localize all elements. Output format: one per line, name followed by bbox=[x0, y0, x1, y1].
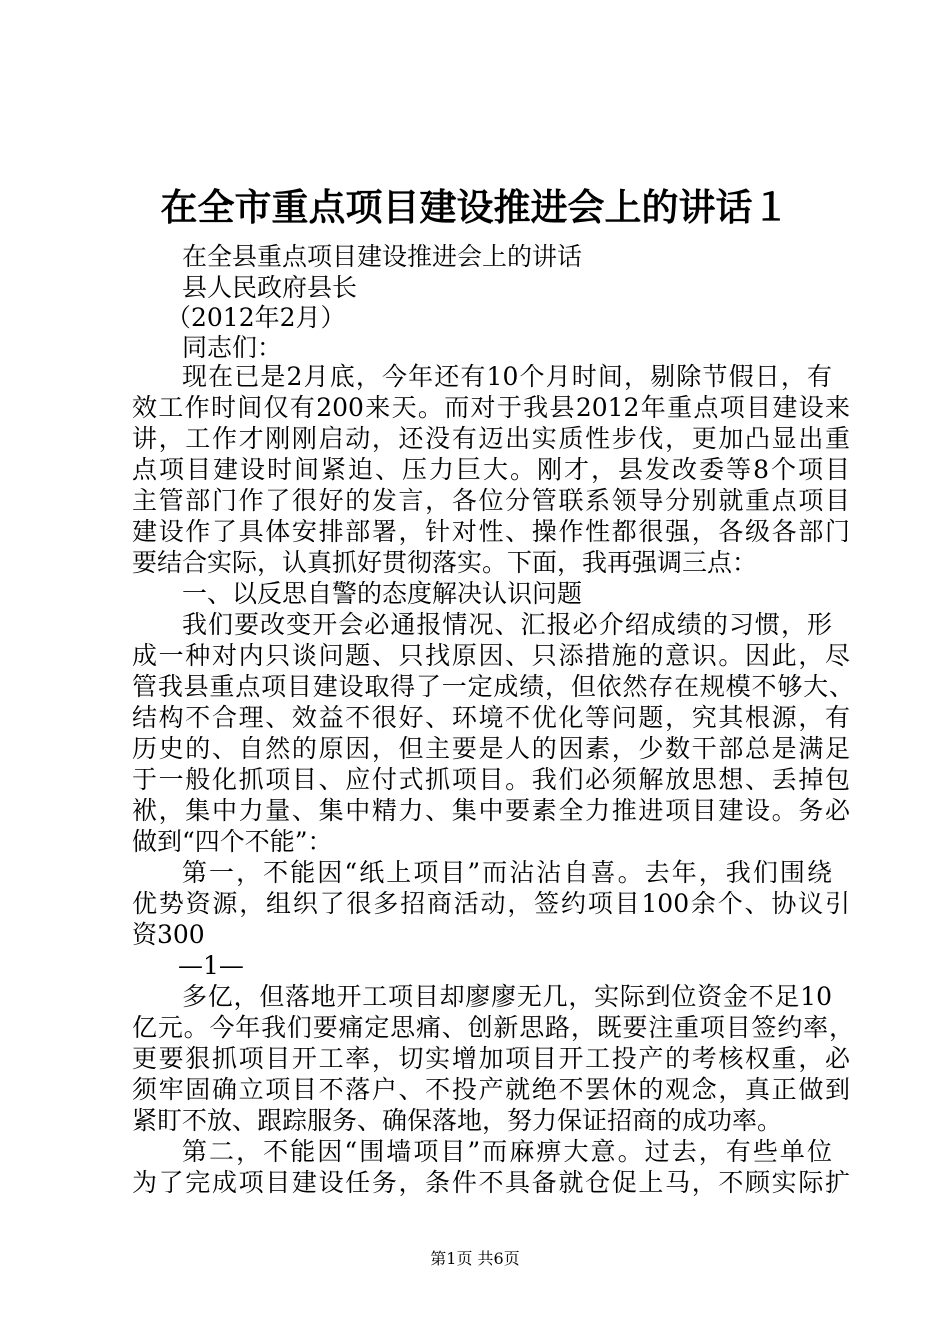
paragraph-line: 袱，集中力量、集中精力、集中要素全力推进项目建设。务必 bbox=[132, 796, 850, 825]
document-title: 在全市重点项目建设推进会上的讲话１ bbox=[160, 185, 790, 229]
paragraph-line: 亿元。今年我们要痛定思痛、创新思路，既要注重项目签约率， bbox=[132, 1013, 854, 1042]
paragraph-line: 做到“四个不能”： bbox=[132, 827, 333, 856]
paragraph-line: 成一种对内只谈问题、只找原因、只添措施的意识。因此，尽 bbox=[132, 641, 850, 670]
paragraph-line: 更要狠抓项目开工率，切实增加项目开工投产的考核权重，必 bbox=[132, 1044, 850, 1073]
inline-page-number: —1— bbox=[178, 951, 244, 980]
paragraph-line: 第二，不能因“围墙项目”而麻痹大意。过去，有些单位 bbox=[182, 1137, 832, 1166]
paragraph-line: 多亿，但落地开工项目却廖廖无几，实际到位资金不足10 bbox=[182, 982, 832, 1011]
paragraph-line: 点项目建设时间紧迫、压力巨大。刚才，县发改委等8个项目 bbox=[132, 455, 850, 484]
paragraph-line: 要结合实际，认真抓好贯彻落实。下面，我再强调三点： bbox=[132, 548, 758, 577]
paragraph-line: 资300 bbox=[132, 920, 205, 949]
speaker: 县人民政府县长 bbox=[182, 273, 358, 302]
paragraph-line: 第一，不能因“纸上项目”而沾沾自喜。去年，我们围绕 bbox=[182, 858, 832, 887]
paragraph-line: 历史的、自然的原因，但主要是人的因素，少数干部总是满足 bbox=[132, 734, 850, 763]
salutation: 同志们： bbox=[182, 333, 283, 362]
paragraph-line: 紧盯不放、跟踪服务、确保落地，努力保证招商的成功率。 bbox=[132, 1106, 783, 1135]
paragraph-line: 于一般化抓项目、应付式抓项目。我们必须解放思想、丢掉包 bbox=[132, 765, 850, 794]
paragraph-line: 须牢固确立项目不落户、不投产就绝不罢休的观念，真正做到 bbox=[132, 1075, 850, 1104]
subtitle: 在全县重点项目建设推进会上的讲话 bbox=[182, 242, 583, 271]
paragraph-line: 结构不合理、效益不很好、环境不优化等问题，究其根源，有 bbox=[132, 703, 850, 732]
paragraph-line: 建设作了具体安排部署，针对性、操作性都很强，各级各部门 bbox=[132, 517, 850, 546]
paragraph-line: 优势资源，组织了很多招商活动，签约项目100余个、协议引 bbox=[132, 889, 850, 918]
paragraph-line: 我们要改变开会必通报情况、汇报必介绍成绩的习惯，形 bbox=[182, 610, 832, 639]
paragraph-line: 现在已是2月底，今年还有10个月时间，剔除节假日，有 bbox=[182, 362, 832, 391]
paragraph-line: 管我县重点项目建设取得了一定成绩，但依然存在规模不够大、 bbox=[132, 672, 854, 701]
section-heading: 一、以反思自警的态度解决认识问题 bbox=[182, 579, 583, 608]
paragraph-line: 主管部门作了很好的发言，各位分管联系领导分别就重点项目 bbox=[132, 486, 850, 515]
paragraph-line: 讲，工作才刚刚启动，还没有迈出实质性步伐，更加凸显出重 bbox=[132, 424, 850, 453]
page-footer: 第1页 共6页 bbox=[430, 1249, 520, 1268]
date-line: （2012年2月） bbox=[166, 303, 346, 332]
paragraph-line: 效工作时间仅有200来天。而对于我县2012年重点项目建设来 bbox=[132, 393, 850, 422]
paragraph-line: 为了完成项目建设任务，条件不具备就仓促上马，不顾实际扩 bbox=[132, 1168, 850, 1197]
